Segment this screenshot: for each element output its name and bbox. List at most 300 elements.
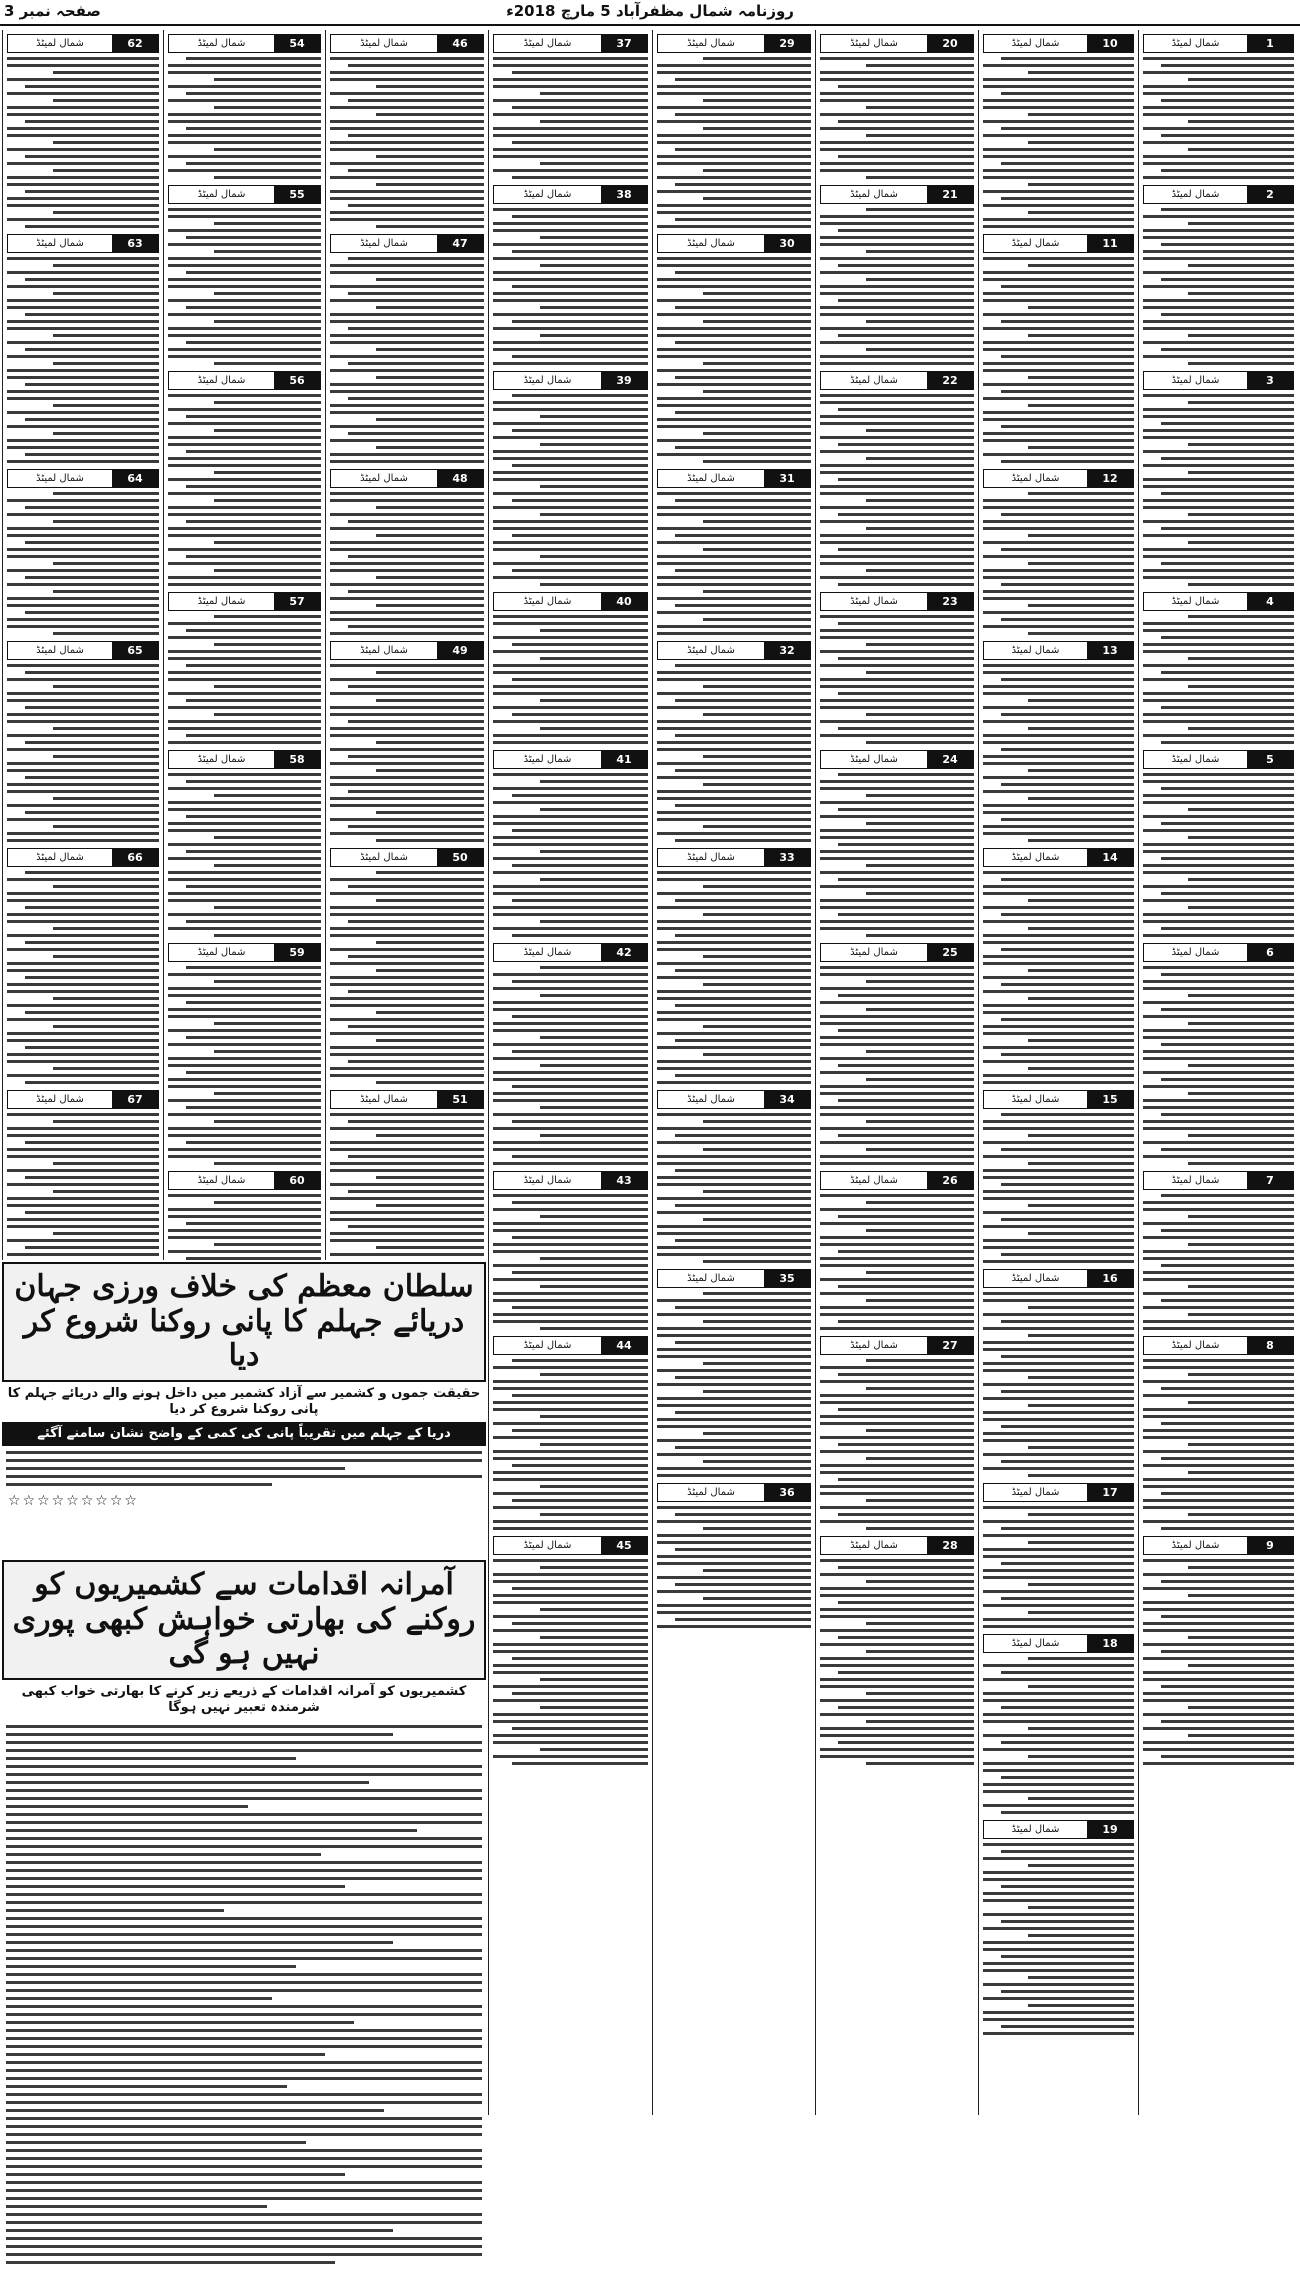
ad-label: شمال لمیٹڈ xyxy=(360,1094,408,1105)
ad-body-text xyxy=(820,1194,974,1330)
ad-header xyxy=(983,234,1134,253)
ad-number: 11 xyxy=(1087,235,1133,252)
ad-number: 54 xyxy=(274,35,320,52)
ad-label: شمال لمیٹڈ xyxy=(523,1340,572,1351)
ad-label: شمال لمیٹڈ xyxy=(523,38,572,49)
classified-ad xyxy=(1143,371,1294,586)
classified-ad xyxy=(983,641,1134,842)
ad-number: 40 xyxy=(601,593,647,610)
ad-number: 10 xyxy=(1087,35,1133,52)
ad-body-text xyxy=(1143,57,1294,179)
ad-label: شمال لمیٹڈ xyxy=(1011,473,1060,484)
ad-header xyxy=(493,34,648,53)
ad-number: 14 xyxy=(1087,849,1133,866)
ad-number: 66 xyxy=(112,849,158,866)
ad-header xyxy=(820,185,974,204)
ad-header xyxy=(7,34,159,53)
ad-header xyxy=(1143,1536,1294,1555)
ad-label: شمال لمیٹڈ xyxy=(523,1175,572,1186)
ad-number: 38 xyxy=(601,186,647,203)
ad-header xyxy=(983,1090,1134,1109)
ad-label: شمال لمیٹڈ xyxy=(1171,947,1220,958)
ad-header xyxy=(657,469,811,488)
ad-number: 24 xyxy=(927,751,973,768)
ad-label: شمال لمیٹڈ xyxy=(523,754,572,765)
ad-body-text xyxy=(493,208,648,365)
classified-ad xyxy=(493,185,648,365)
ad-body-text xyxy=(983,1657,1134,1814)
ad-label: شمال لمیٹڈ xyxy=(687,38,735,49)
ad-body-text xyxy=(657,1292,811,1477)
ad-body-text xyxy=(983,1292,1134,1477)
ad-header xyxy=(1143,750,1294,769)
ad-label: شمال لمیٹڈ xyxy=(850,189,898,200)
ad-body-text xyxy=(657,492,811,635)
ad-header xyxy=(1143,34,1294,53)
ad-label: شمال لمیٹڈ xyxy=(687,645,735,656)
ad-body-text xyxy=(657,871,811,1084)
ad-label: شمال لمیٹڈ xyxy=(36,38,84,49)
classified-ad xyxy=(168,750,321,937)
ad-header xyxy=(7,848,159,867)
ad-label: شمال لمیٹڈ xyxy=(1011,1094,1060,1105)
ad-header xyxy=(7,469,159,488)
ad-label: شمال لمیٹڈ xyxy=(850,1175,898,1186)
classified-ad xyxy=(1143,750,1294,937)
ad-number: 63 xyxy=(112,235,158,252)
classified-ad xyxy=(1143,943,1294,1165)
classified-ad xyxy=(493,1171,648,1330)
ad-header xyxy=(1143,185,1294,204)
ad-label: شمال لمیٹڈ xyxy=(687,473,735,484)
ad-label: شمال لمیٹڈ xyxy=(523,375,572,386)
classified-ad xyxy=(168,185,321,365)
classified-ad xyxy=(493,34,648,179)
classified-ad xyxy=(820,750,974,937)
ad-number: 25 xyxy=(927,944,973,961)
classified-ad xyxy=(330,34,484,228)
ad-header xyxy=(983,1269,1134,1288)
ad-header xyxy=(330,1090,484,1109)
ad-header xyxy=(657,1269,811,1288)
ad-body-text xyxy=(493,1359,648,1530)
ad-header xyxy=(1143,592,1294,611)
ad-header xyxy=(983,34,1134,53)
ad-body-text xyxy=(983,492,1134,635)
ad-body-text xyxy=(1143,773,1294,937)
classified-ad xyxy=(330,469,484,635)
ad-number: 19 xyxy=(1087,1821,1133,1838)
ad-header xyxy=(983,1634,1134,1653)
ad-number: 32 xyxy=(764,642,810,659)
ad-body-text xyxy=(983,871,1134,1084)
banner-headline-2: آمرانہ اقدامات سے کشمیریوں کو روکنے کی بھارتی خواہش کبھی پوری نہیں ہو گی xyxy=(2,1560,486,1680)
ad-header xyxy=(657,1090,811,1109)
ad-number: 30 xyxy=(764,235,810,252)
ad-header xyxy=(983,1820,1134,1839)
news-banner xyxy=(2,1262,486,1511)
ad-body-text xyxy=(168,1194,321,1260)
ad-body-text xyxy=(1143,208,1294,365)
ad-body-text xyxy=(820,57,974,179)
classified-ad xyxy=(820,34,974,179)
banner-subheading-2: دریا کے جہلم میں تقریباً پانی کی کمی کے واضح نشان سامنے آگئے xyxy=(2,1422,486,1446)
classified-ad xyxy=(820,1536,974,1765)
ad-label: شمال لمیٹڈ xyxy=(197,596,246,607)
ad-number: 49 xyxy=(437,642,483,659)
ad-header xyxy=(657,1483,811,1502)
ad-header xyxy=(493,1336,648,1355)
masthead: روزنامہ شمال مظفرآباد 5 مارچ 2018ء xyxy=(506,2,794,20)
ad-label: شمال لمیٹڈ xyxy=(1171,596,1220,607)
classified-ad xyxy=(330,848,484,1084)
classified-ad xyxy=(657,1269,811,1477)
ad-label: شمال لمیٹڈ xyxy=(197,375,246,386)
ad-header xyxy=(657,641,811,660)
ad-number: 2 xyxy=(1247,186,1293,203)
column-7 xyxy=(163,30,325,1260)
ad-number: 28 xyxy=(927,1537,973,1554)
ad-label: شمال لمیٹڈ xyxy=(197,754,246,765)
ad-number: 43 xyxy=(601,1172,647,1189)
classified-ad xyxy=(7,469,159,635)
ad-number: 17 xyxy=(1087,1484,1133,1501)
classified-ad xyxy=(657,34,811,228)
classified-ad xyxy=(820,371,974,586)
ad-number: 62 xyxy=(112,35,158,52)
ad-number: 44 xyxy=(601,1337,647,1354)
ad-number: 39 xyxy=(601,372,647,389)
ad-label: شمال لمیٹڈ xyxy=(36,1094,84,1105)
ad-label: شمال لمیٹڈ xyxy=(197,947,246,958)
ad-body-text xyxy=(493,394,648,586)
classified-ad xyxy=(493,1536,648,1765)
ad-body-text xyxy=(1143,394,1294,586)
ad-number: 34 xyxy=(764,1091,810,1108)
ad-number: 45 xyxy=(601,1537,647,1554)
ad-header xyxy=(330,234,484,253)
ad-number: 21 xyxy=(927,186,973,203)
classified-ad xyxy=(1143,185,1294,365)
ad-header xyxy=(820,1336,974,1355)
ad-body-text xyxy=(657,257,811,463)
ad-label: شمال لمیٹڈ xyxy=(850,38,898,49)
ad-header xyxy=(820,750,974,769)
classified-ad xyxy=(983,234,1134,463)
column-8 xyxy=(2,30,163,1260)
classified-ad xyxy=(983,1634,1134,1814)
classified-ad xyxy=(493,750,648,937)
ad-number: 33 xyxy=(764,849,810,866)
ad-number: 55 xyxy=(274,186,320,203)
ad-label: شمال لمیٹڈ xyxy=(523,947,572,958)
ad-body-text xyxy=(820,1359,974,1530)
ad-label: شمال لمیٹڈ xyxy=(1171,754,1220,765)
ad-label: شمال لمیٹڈ xyxy=(850,947,898,958)
ad-label: شمال لمیٹڈ xyxy=(1171,375,1220,386)
ad-number: 65 xyxy=(112,642,158,659)
ad-number: 41 xyxy=(601,751,647,768)
ad-label: شمال لمیٹڈ xyxy=(850,1540,898,1551)
banner-body-text-2 xyxy=(2,1725,486,2264)
column-6 xyxy=(325,30,488,1260)
classified-ad xyxy=(820,1336,974,1530)
ad-header xyxy=(7,1090,159,1109)
banner-body-text xyxy=(2,1451,486,1486)
ad-number: 58 xyxy=(274,751,320,768)
ad-number: 9 xyxy=(1247,1537,1293,1554)
ad-body-text xyxy=(7,871,159,1084)
ad-number: 56 xyxy=(274,372,320,389)
ad-body-text xyxy=(330,57,484,228)
ad-body-text xyxy=(657,664,811,842)
ad-body-text xyxy=(657,57,811,228)
ad-number: 13 xyxy=(1087,642,1133,659)
ad-body-text xyxy=(330,664,484,842)
ad-number: 1 xyxy=(1247,35,1293,52)
ad-body-text xyxy=(7,492,159,635)
ad-number: 51 xyxy=(437,1091,483,1108)
ad-label: شمال لمیٹڈ xyxy=(36,852,84,863)
ad-label: شمال لمیٹڈ xyxy=(523,596,572,607)
ad-label: شمال لمیٹڈ xyxy=(523,1540,572,1551)
ad-number: 4 xyxy=(1247,593,1293,610)
ad-header xyxy=(168,185,321,204)
ad-label: شمال لمیٹڈ xyxy=(197,38,246,49)
ad-header xyxy=(983,469,1134,488)
ad-number: 27 xyxy=(927,1337,973,1354)
ad-body-text xyxy=(983,57,1134,228)
column-2 xyxy=(978,30,1138,2115)
classified-ad xyxy=(1143,1536,1294,1765)
classified-ad xyxy=(657,1483,811,1628)
ad-header xyxy=(657,234,811,253)
classified-ad xyxy=(7,1090,159,1260)
ad-label: شمال لمیٹڈ xyxy=(850,754,898,765)
ad-header xyxy=(330,848,484,867)
ad-label: شمال لمیٹڈ xyxy=(36,238,84,249)
classified-ad xyxy=(168,371,321,586)
ad-label: شمال لمیٹڈ xyxy=(197,189,246,200)
ad-number: 20 xyxy=(927,35,973,52)
ad-label: شمال لمیٹڈ xyxy=(1011,645,1060,656)
ad-body-text xyxy=(493,773,648,937)
classified-ad xyxy=(1143,34,1294,179)
classified-ad xyxy=(493,371,648,586)
ad-number: 22 xyxy=(927,372,973,389)
ad-number: 3 xyxy=(1247,372,1293,389)
ad-label: شمال لمیٹڈ xyxy=(36,473,84,484)
ad-number: 7 xyxy=(1247,1172,1293,1189)
ad-body-text xyxy=(820,615,974,744)
classified-ad xyxy=(7,34,159,228)
ad-body-text xyxy=(330,257,484,463)
ad-label: شمال لمیٹڈ xyxy=(1011,1638,1060,1649)
classified-ad xyxy=(7,641,159,842)
classified-ad xyxy=(983,1483,1134,1628)
ad-body-text xyxy=(330,871,484,1084)
classified-ad xyxy=(983,34,1134,228)
ad-body-text xyxy=(820,1559,974,1765)
ad-number: 35 xyxy=(764,1270,810,1287)
ad-number: 57 xyxy=(274,593,320,610)
ad-label: شمال لمیٹڈ xyxy=(360,38,408,49)
classified-ad xyxy=(1143,1171,1294,1330)
ad-number: 59 xyxy=(274,944,320,961)
ad-body-text xyxy=(983,1113,1134,1263)
classified-ad xyxy=(657,1090,811,1263)
classified-ad xyxy=(657,469,811,635)
ad-header xyxy=(493,1171,648,1190)
banner-subheading-3: کشمیریوں کو آمرانہ اقدامات کے ذریعے زیر کرنے کا بھارتی خواب کبھی شرمندہ تعبیر نہیں ہوگا xyxy=(21,1683,467,1715)
classified-ad xyxy=(330,641,484,842)
ad-label: شمال لمیٹڈ xyxy=(1171,1175,1220,1186)
ad-number: 31 xyxy=(764,470,810,487)
ad-body-text xyxy=(983,257,1134,463)
ad-label: شمال لمیٹڈ xyxy=(687,852,735,863)
ad-body-text xyxy=(493,1559,648,1765)
ad-body-text xyxy=(168,966,321,1165)
ad-header xyxy=(330,641,484,660)
classified-ad xyxy=(493,592,648,744)
classified-ad xyxy=(168,592,321,744)
classified-ad xyxy=(983,469,1134,635)
classified-ad xyxy=(820,1171,974,1330)
ad-number: 64 xyxy=(112,470,158,487)
ad-number: 29 xyxy=(764,35,810,52)
ad-label: شمال لمیٹڈ xyxy=(1171,38,1220,49)
column-3 xyxy=(815,30,978,2115)
ad-body-text xyxy=(1143,1194,1294,1330)
ad-body-text xyxy=(168,208,321,365)
ad-label: شمال لمیٹڈ xyxy=(850,375,898,386)
ad-number: 50 xyxy=(437,849,483,866)
ad-header xyxy=(493,750,648,769)
classified-ad xyxy=(820,185,974,365)
ad-body-text xyxy=(657,1113,811,1263)
classified-ad xyxy=(820,943,974,1165)
ad-body-text xyxy=(168,57,321,179)
ad-body-text xyxy=(330,492,484,635)
ad-header xyxy=(820,371,974,390)
ad-body-text xyxy=(983,1506,1134,1628)
ad-header xyxy=(820,1171,974,1190)
ad-number: 26 xyxy=(927,1172,973,1189)
ad-header xyxy=(1143,1171,1294,1190)
column-1 xyxy=(1138,30,1298,2115)
classified-ad xyxy=(820,592,974,744)
ad-label: شمال لمیٹڈ xyxy=(1011,38,1060,49)
ad-header xyxy=(1143,371,1294,390)
ad-body-text xyxy=(820,966,974,1165)
ad-number: 47 xyxy=(437,235,483,252)
ad-header xyxy=(493,592,648,611)
classified-ad xyxy=(1143,1336,1294,1530)
ad-header xyxy=(493,943,648,962)
ad-number: 37 xyxy=(601,35,647,52)
classified-ad xyxy=(168,34,321,179)
ad-body-text xyxy=(1143,966,1294,1165)
classified-ad xyxy=(983,1090,1134,1263)
classified-ad xyxy=(983,848,1134,1084)
classified-ad xyxy=(983,1820,1134,2035)
ad-number: 67 xyxy=(112,1091,158,1108)
ad-body-text xyxy=(1143,1559,1294,1765)
ad-header xyxy=(657,34,811,53)
banner-stars: ☆☆☆☆☆☆☆☆☆ xyxy=(8,1493,139,1510)
classified-ad xyxy=(168,1171,321,1260)
ad-number: 15 xyxy=(1087,1091,1133,1108)
ad-header xyxy=(168,1171,321,1190)
ad-label: شمال لمیٹڈ xyxy=(360,238,408,249)
ad-body-text xyxy=(7,57,159,228)
ad-body-text xyxy=(330,1113,484,1260)
classified-ad xyxy=(493,1336,648,1530)
ad-body-text xyxy=(493,966,648,1165)
ad-label: شمال لمیٹڈ xyxy=(1171,189,1220,200)
ad-header xyxy=(493,185,648,204)
ad-number: 16 xyxy=(1087,1270,1133,1287)
classified-ad xyxy=(1143,592,1294,744)
header-rule xyxy=(0,24,1300,26)
ad-label: شمال لمیٹڈ xyxy=(687,238,735,249)
classified-ad xyxy=(330,1090,484,1260)
ad-header xyxy=(1143,943,1294,962)
ad-number: 12 xyxy=(1087,470,1133,487)
ad-number: 6 xyxy=(1247,944,1293,961)
ad-header xyxy=(983,848,1134,867)
ad-header xyxy=(330,469,484,488)
ad-body-text xyxy=(820,208,974,365)
ad-number: 36 xyxy=(764,1484,810,1501)
ad-header xyxy=(820,943,974,962)
ad-header xyxy=(168,943,321,962)
ad-header xyxy=(820,34,974,53)
ad-number: 8 xyxy=(1247,1337,1293,1354)
ad-header xyxy=(168,371,321,390)
ad-body-text xyxy=(983,1843,1134,2035)
ad-header xyxy=(983,641,1134,660)
ad-label: شمال لمیٹڈ xyxy=(197,1175,246,1186)
ad-body-text xyxy=(168,773,321,937)
ad-header xyxy=(330,34,484,53)
column-5 xyxy=(488,30,652,2115)
ad-header xyxy=(1143,1336,1294,1355)
ad-body-text xyxy=(1143,1359,1294,1530)
news-banner-2 xyxy=(2,1560,486,2269)
ad-header xyxy=(657,848,811,867)
classified-ad xyxy=(657,848,811,1084)
ad-label: شمال لمیٹڈ xyxy=(360,852,408,863)
ad-label: شمال لمیٹڈ xyxy=(1011,852,1060,863)
classified-ad xyxy=(330,234,484,463)
ad-label: شمال لمیٹڈ xyxy=(360,645,408,656)
classified-ad xyxy=(168,943,321,1165)
ad-header xyxy=(493,371,648,390)
banner-subheading-1: حقیقت جموں و کشمیر سے آزاد کشمیر میں داخل ہونے والے دریائے جہلم کا پانی روکنا شروع کر دیا xyxy=(7,1385,481,1417)
ad-body-text xyxy=(493,1194,648,1330)
ad-header xyxy=(7,234,159,253)
ad-body-text xyxy=(493,57,648,179)
classified-ad xyxy=(7,848,159,1084)
ad-label: شمال لمیٹڈ xyxy=(360,473,408,484)
ad-number: 48 xyxy=(437,470,483,487)
ad-label: شمال لمیٹڈ xyxy=(687,1094,735,1105)
classified-ad xyxy=(983,1269,1134,1477)
ad-body-text xyxy=(657,1506,811,1628)
classified-ad xyxy=(657,641,811,842)
ad-label: شمال لمیٹڈ xyxy=(1011,1487,1060,1498)
